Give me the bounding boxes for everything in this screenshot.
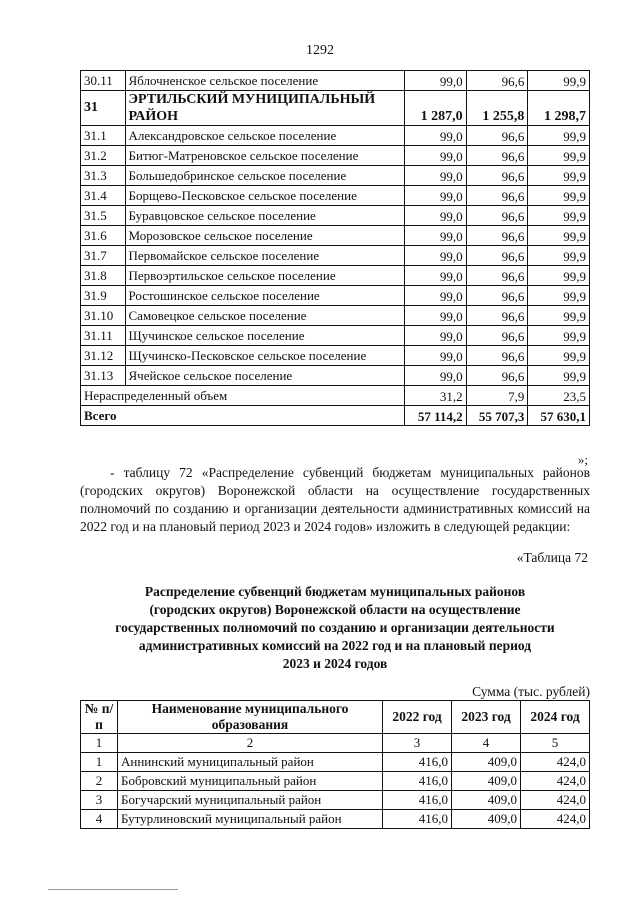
value-2022: 99,0 [405,206,467,226]
row-name: Яблочненское сельское поселение [125,71,405,91]
value-2022: 416,0 [383,772,452,791]
allocation-table-72 [80,700,590,829]
row-name: Ячейское сельское поселение [125,366,405,386]
title-line: 2023 и 2024 годов [282,656,388,671]
value-2024: 99,9 [528,226,590,246]
table-row [81,772,590,791]
value-2022: 99,0 [405,326,467,346]
unallocated-row [81,386,590,406]
table-row [81,366,590,386]
table-row [81,226,590,246]
value-2022: 416,0 [383,791,452,810]
row-number: 2 [81,772,118,791]
index-cell: 4 [452,734,521,753]
row-code: 31.3 [81,166,126,186]
index-cell: 2 [118,734,383,753]
index-cell: 3 [383,734,452,753]
value-2024: 57 630,1 [528,406,590,426]
row-number: 1 [81,753,118,772]
row-name: Первоэртильское сельское поселение [125,266,405,286]
index-cell: 5 [521,734,590,753]
table-row [81,286,590,306]
value-2024: 424,0 [521,791,590,810]
value-2024: 99,9 [528,146,590,166]
row-name: Битюг-Матреновское сельское поселение [125,146,405,166]
value-2023: 96,6 [466,366,528,386]
table-row [81,91,590,126]
value-2024: 424,0 [521,772,590,791]
value-2023: 409,0 [452,753,521,772]
value-2022: 1 287,0 [405,91,467,126]
closing-quote: »; [577,452,588,467]
title-line: государственных полномочий по созданию и организации деятельности [115,620,555,635]
row-name: Первомайское сельское поселение [125,246,405,266]
value-2024: 99,9 [528,186,590,206]
value-2023: 96,6 [466,226,528,246]
table-row [81,306,590,326]
value-2024: 99,9 [528,246,590,266]
value-2022: 416,0 [383,810,452,829]
value-2023: 96,6 [466,286,528,306]
value-2023: 96,6 [466,306,528,326]
value-2024: 99,9 [528,166,590,186]
value-2022: 99,0 [405,306,467,326]
index-cell: 1 [81,734,118,753]
table-row [81,166,590,186]
value-2022: 31,2 [405,386,467,406]
value-2023: 409,0 [452,810,521,829]
value-2022: 99,0 [405,166,467,186]
row-code: 31.6 [81,226,126,246]
value-2023: 96,6 [466,346,528,366]
title-line: (городских округов) Воронежской области на осуществление [149,602,521,617]
value-2022: 99,0 [405,266,467,286]
row-name: ЭРТИЛЬСКИЙ МУНИЦИПАЛЬНЫЙ РАЙОН [125,91,405,126]
row-code: 31.7 [81,246,126,266]
units-label: Сумма (тыс. рублей) [472,684,590,699]
row-code: 31.9 [81,286,126,306]
value-2024: 99,9 [528,326,590,346]
value-2024: 424,0 [521,753,590,772]
value-2022: 99,0 [405,126,467,146]
row-code: 31.4 [81,186,126,206]
value-2022: 57 114,2 [405,406,467,426]
row-code: 31.8 [81,266,126,286]
value-2022: 99,0 [405,146,467,166]
value-2024: 99,9 [528,206,590,226]
row-name: Буравцовское сельское поселение [125,206,405,226]
table-label: «Таблица 72 [516,550,588,565]
table-row [81,146,590,166]
value-2023: 409,0 [452,772,521,791]
value-2022: 416,0 [383,753,452,772]
value-2023: 409,0 [452,791,521,810]
table-row [81,346,590,366]
row-name: Морозовское сельское поселение [125,226,405,246]
allocation-table-continued [80,70,590,426]
value-2023: 96,6 [466,186,528,206]
value-2022: 99,0 [405,71,467,91]
row-code: 31.10 [81,306,126,326]
page-number: 1292 [306,43,334,58]
value-2024: 1 298,7 [528,91,590,126]
table-row [81,246,590,266]
table-row [81,186,590,206]
total-row [81,406,590,426]
value-2022: 99,0 [405,366,467,386]
value-2023: 55 707,3 [466,406,528,426]
header-row [81,701,590,734]
row-code: 31.5 [81,206,126,226]
row-code: 31 [81,91,126,126]
table-row [81,753,590,772]
header-name: Наименование муниципального образования [118,701,383,734]
value-2023: 96,6 [466,246,528,266]
row-code: 31.11 [81,326,126,346]
amendment-paragraph: - таблицу 72 «Распределение субвенций бюджетам муниципальных районов (городских округов) Воронежской области на осуществление государственных полномочий по созданию и организации деятельности административных комиссий на 2022 год и на плановый период 2023 и 2024 годов» изложить в следующей редакции: [80,465,590,534]
value-2023: 1 255,8 [466,91,528,126]
table-title [80,583,590,673]
row-name: Бобровский муниципальный район [118,772,383,791]
table-row [81,810,590,829]
row-name: Бутурлиновский муниципальный район [118,810,383,829]
row-number: 3 [81,791,118,810]
row-name: Щучинское сельское поселение [125,326,405,346]
value-2023: 7,9 [466,386,528,406]
title-line: Распределение субвенций бюджетам муниципальных районов [144,584,526,599]
table-row [81,206,590,226]
table-row [81,71,590,91]
table-row [81,266,590,286]
value-2024: 99,9 [528,286,590,306]
row-name: Щучинско-Песковское сельское поселение [125,346,405,366]
table-row [81,791,590,810]
row-name: Александровское сельское поселение [125,126,405,146]
row-code: 31.13 [81,366,126,386]
value-2023: 96,6 [466,146,528,166]
table-row [81,126,590,146]
value-2024: 99,9 [528,306,590,326]
row-number: 4 [81,810,118,829]
column-index-row [81,734,590,753]
header-2022: 2022 год [383,701,452,734]
row-name: Ростошинское сельское поселение [125,286,405,306]
footer-rule [48,889,178,890]
value-2024: 99,9 [528,71,590,91]
value-2022: 99,0 [405,346,467,366]
row-name: Аннинский муниципальный район [118,753,383,772]
value-2023: 96,6 [466,126,528,146]
row-code: 30.11 [81,71,126,91]
row-name: Борщево-Песковское сельское поселение [125,186,405,206]
row-name: Богучарский муниципальный район [118,791,383,810]
value-2024: 99,9 [528,126,590,146]
row-code: 31.12 [81,346,126,366]
value-2024: 99,9 [528,346,590,366]
value-2024: 99,9 [528,266,590,286]
total-label: Всего [81,406,405,426]
value-2024: 23,5 [528,386,590,406]
value-2022: 99,0 [405,246,467,266]
row-name: Большедобринское сельское поселение [125,166,405,186]
table-row [81,326,590,346]
title-line: административных комиссий на 2022 год и на плановый период [138,638,532,653]
value-2022: 99,0 [405,286,467,306]
value-2022: 99,0 [405,186,467,206]
value-2023: 96,6 [466,71,528,91]
value-2023: 96,6 [466,206,528,226]
value-2024: 99,9 [528,366,590,386]
header-number: № п/п [81,701,118,734]
row-name: Самовецкое сельское поселение [125,306,405,326]
row-code: 31.1 [81,126,126,146]
value-2023: 96,6 [466,266,528,286]
row-code: 31.2 [81,146,126,166]
header-2024: 2024 год [521,701,590,734]
unallocated-label: Нераспределенный объем [81,386,405,406]
value-2022: 99,0 [405,226,467,246]
header-2023: 2023 год [452,701,521,734]
value-2023: 96,6 [466,326,528,346]
value-2023: 96,6 [466,166,528,186]
value-2024: 424,0 [521,810,590,829]
